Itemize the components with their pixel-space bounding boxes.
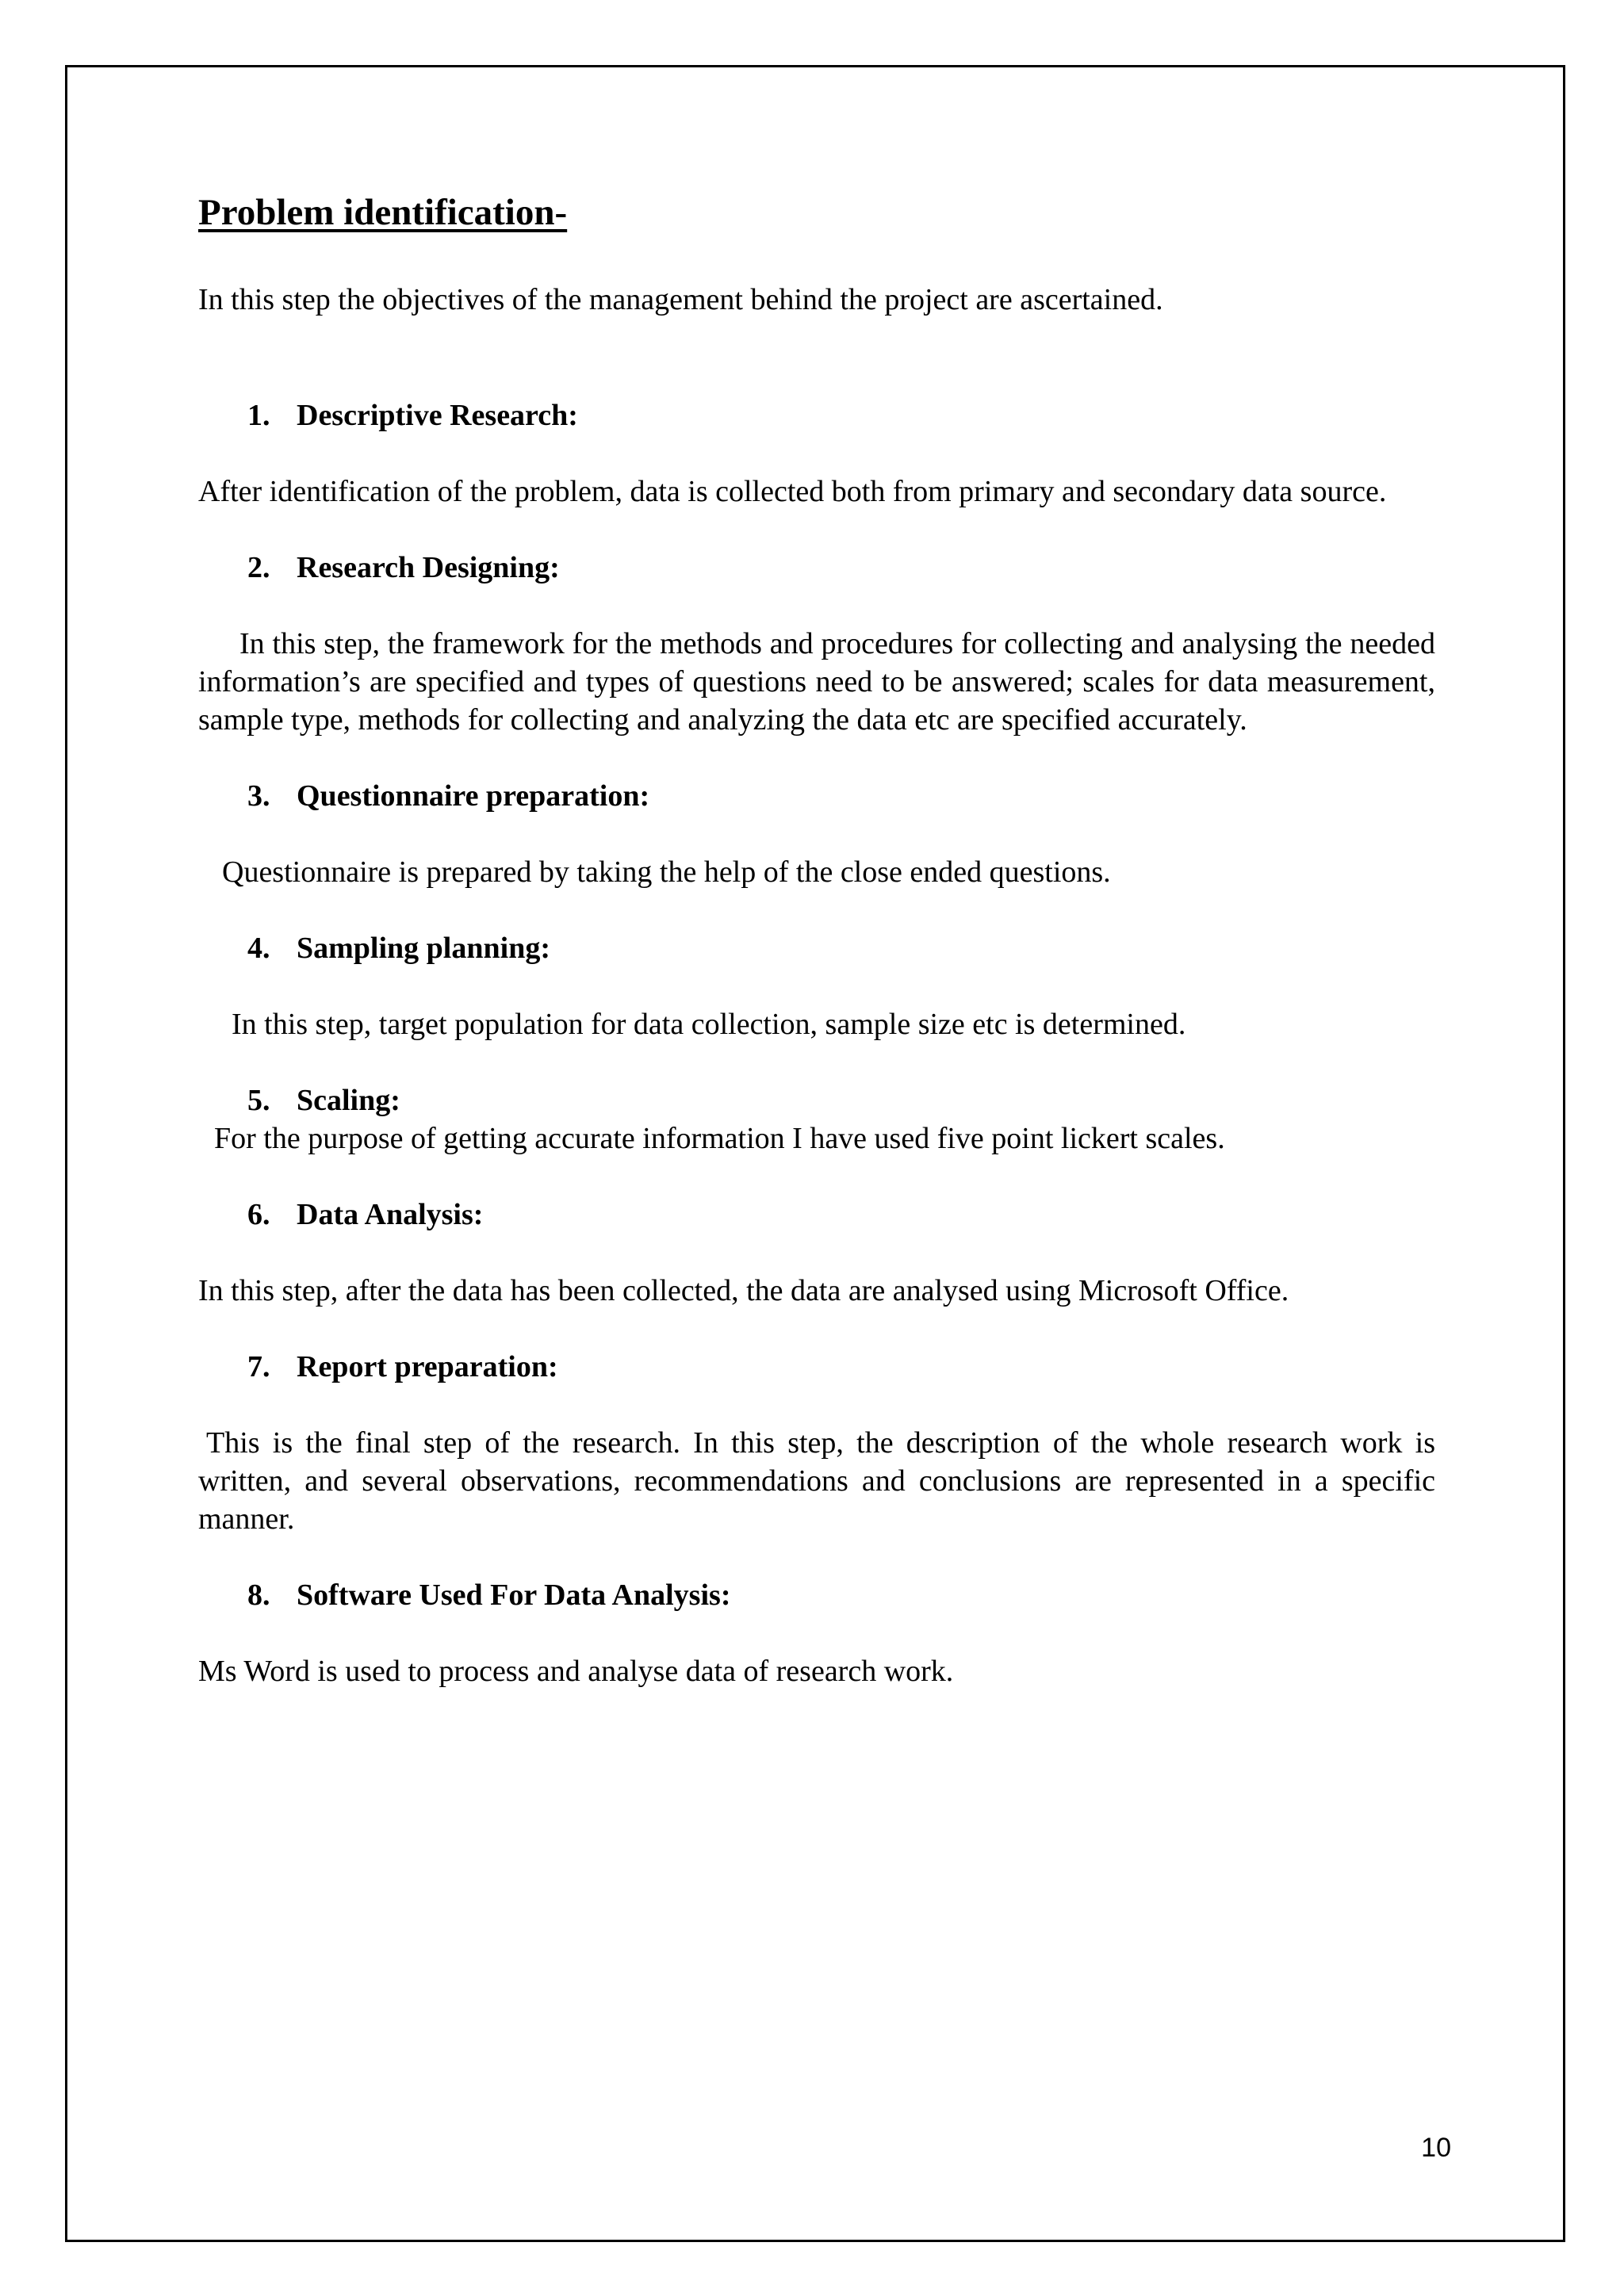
page-number: 10 (1421, 2133, 1451, 2163)
section-heading-descriptive-research (198, 396, 1435, 434)
section-text-software-used: Ms Word is used to process and analyse data of research work. (198, 1655, 954, 1689)
section-number: 2. (247, 551, 270, 585)
document-body (198, 190, 1435, 1728)
section-heading-data-analysis (198, 1196, 1435, 1234)
section-number: 6. (247, 1198, 270, 1232)
section-heading-scaling (198, 1081, 1435, 1119)
section-title: Sampling planning: (297, 932, 550, 966)
section-number: 7. (247, 1350, 270, 1384)
page-title: Problem identification- (198, 192, 568, 233)
section-number: 1. (247, 399, 270, 433)
section-title: Software Used For Data Analysis: (297, 1578, 731, 1613)
section-heading-research-designing (198, 549, 1435, 587)
section-heading-sampling-planning (198, 929, 1435, 967)
section-text-sampling-planning: In this step, target population for data collection, sample size etc is determined. (232, 1008, 1186, 1042)
section-title: Descriptive Research: (297, 399, 578, 433)
section-title: Data Analysis: (297, 1198, 484, 1232)
section-title: Research Designing: (297, 551, 560, 585)
section-number: 3. (247, 779, 270, 813)
section-heading-questionnaire-preparation (198, 777, 1435, 815)
section-title: Scaling: (297, 1084, 400, 1118)
section-number: 8. (247, 1578, 270, 1613)
section-text-scaling: For the purpose of getting accurate information I have used five point lickert scales. (214, 1122, 1225, 1156)
section-text-research-designing: In this step, the framework for the methods and procedures for collecting and analysing the needed information’s are specified and types of questions need to be answered; scales for data measurement, sample type, methods for collecting and analyzing the data etc are specified accurately. (198, 627, 1435, 737)
section-number: 4. (247, 932, 270, 966)
section-text-questionnaire-preparation: Questionnaire is prepared by taking the help of the close ended questions. (222, 855, 1111, 890)
section-title: Questionnaire preparation: (297, 779, 650, 813)
section-heading-software-used (198, 1576, 1435, 1614)
section-text-report-preparation: This is the final step of the research. In this step, the description of the whole research work is written, and several observations, recommendations and conclusions are represented in a specific manner. (198, 1426, 1435, 1536)
section-title: Report preparation: (297, 1350, 558, 1384)
section-heading-report-preparation (198, 1348, 1435, 1386)
section-text-descriptive-research: After identification of the problem, data is collected both from primary and secondary data source. (198, 475, 1387, 509)
section-number: 5. (247, 1084, 270, 1118)
intro-paragraph: In this step the objectives of the management behind the project are ascertained. (198, 283, 1163, 317)
section-text-data-analysis: In this step, after the data has been collected, the data are analysed using Microsoft Office. (198, 1274, 1289, 1308)
